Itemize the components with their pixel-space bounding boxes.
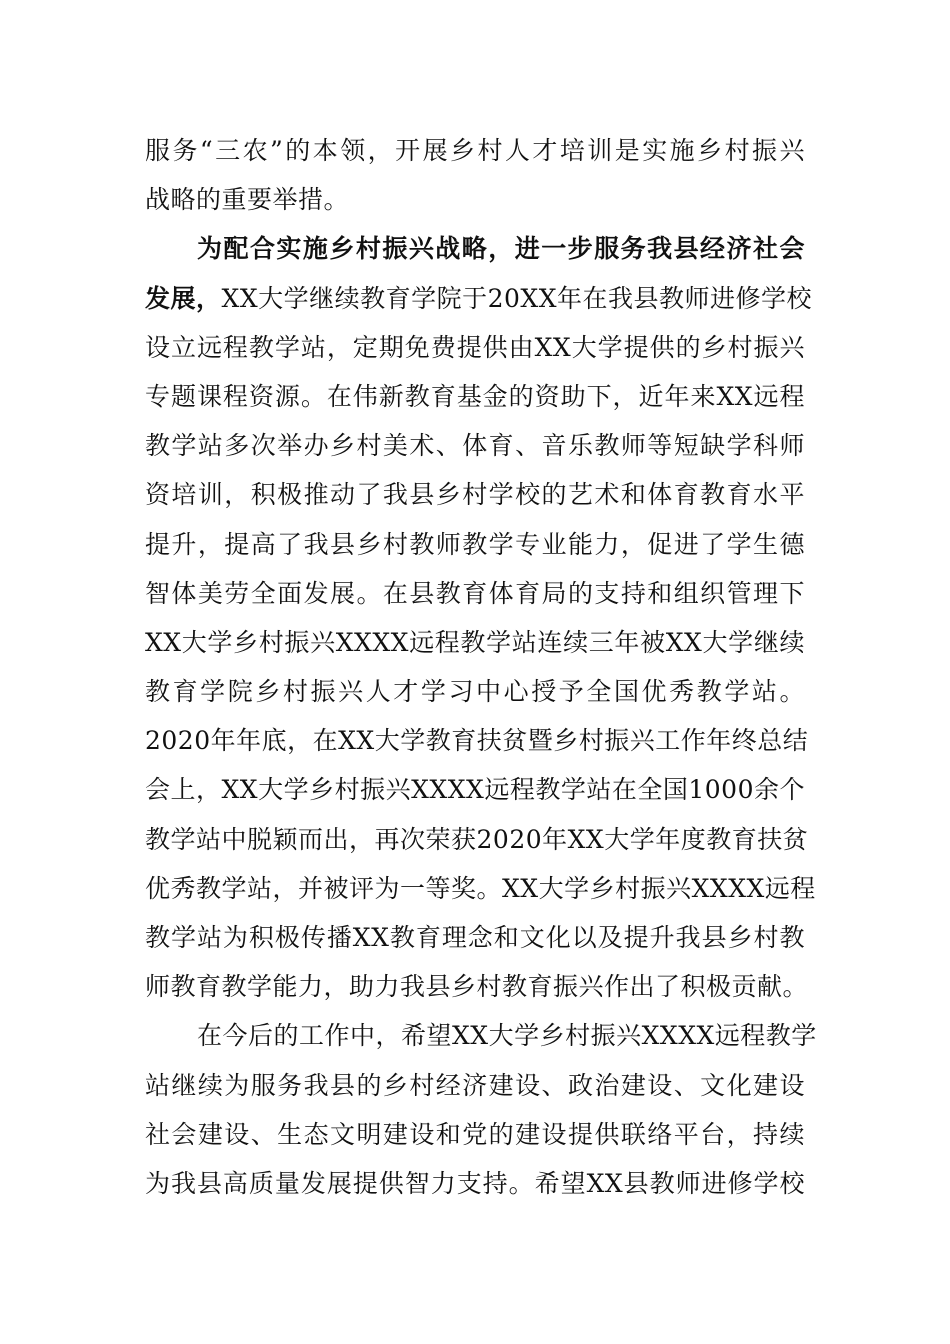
text-line — [145, 274, 813, 323]
text-line: 会上，XX大学乡村振兴XXXX远程教学站在全国1000余个 — [145, 775, 805, 805]
document-body — [145, 126, 817, 1208]
text-line: 智体美劳全面发展。在县教育体育局的支持和组织管理下 — [145, 578, 805, 608]
text-line: XX大学乡村振兴XXXX远程教学站连续三年被XX大学继续 — [145, 627, 805, 657]
text-line: 2020年年底，在XX大学教育扶贫暨乡村振兴工作年终总结 — [145, 726, 809, 756]
text-line: 服务“三农”的本领，开展乡村人才培训是实施乡村振兴 — [145, 136, 805, 165]
text-line: 教学站多次举办乡村美术、体育、音乐教师等短缺学科师 — [145, 431, 805, 461]
text-line: 教学站中脱颖而出，再次荣获2020年XX大学年度教育扶贫 — [145, 824, 809, 854]
bold-text: 为配合实施乡村振兴战略，进一步服务我县经济社会 — [197, 234, 805, 264]
text-line: 战略的重要举措。 — [145, 185, 350, 215]
bold-text: 发展， — [145, 283, 222, 313]
text-line: 师教育教学能力，助力我县乡村教育振兴作出了积极贡献。 — [145, 972, 809, 1002]
text-line: 设立远程教学站，定期免费提供由XX大学提供的乡村振兴 — [145, 332, 805, 362]
text-line: 资培训，积极推动了我县乡村学校的艺术和体育教育水平 — [145, 480, 805, 510]
text-line: 为我县高质量发展提供智力支持。希望XX县教师进修学校 — [145, 1168, 805, 1198]
text-line: 社会建设、生态文明建设和党的建设提供联络平台，持续 — [145, 1119, 805, 1149]
text-span: XX大学继续教育学院于20XX年在我县教师进修学校 — [221, 283, 813, 313]
text-line: 教学站为积极传播XX教育理念和文化以及提升我县乡村教 — [145, 923, 805, 952]
text-line: 专题课程资源。在伟新教育基金的资助下，近年来XX远程 — [145, 381, 805, 411]
text-line: 优秀教学站，并被评为一等奖。XX大学乡村振兴XXXX远程 — [145, 873, 816, 903]
text-line: 在今后的工作中，希望XX大学乡村振兴XXXX远程教学 — [197, 1021, 817, 1051]
text-line: 提升，提高了我县乡村教师教学专业能力，促进了学生德 — [145, 529, 805, 559]
text-line: 教育学院乡村振兴人才学习中心授予全国优秀教学站。 — [145, 677, 805, 707]
text-line: 站继续为服务我县的乡村经济建设、政治建设、文化建设 — [145, 1070, 805, 1100]
bold-lead-sentence — [145, 224, 805, 273]
